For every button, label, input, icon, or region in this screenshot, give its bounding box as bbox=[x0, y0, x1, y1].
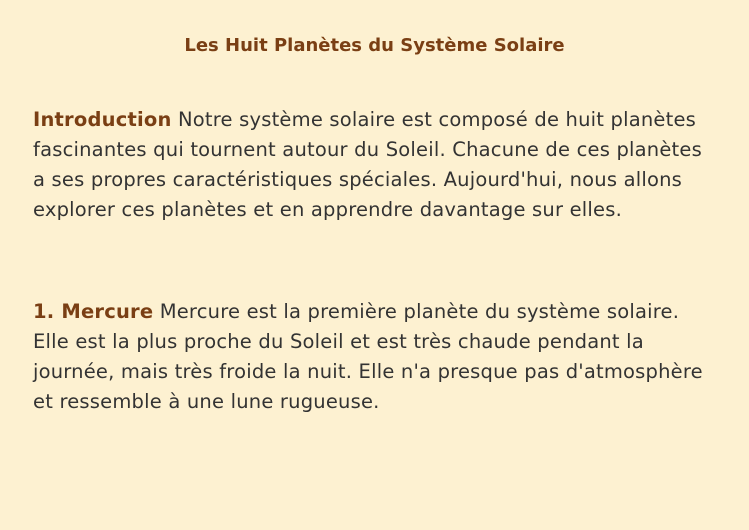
section-mercure bbox=[33, 297, 719, 417]
document-title: Les Huit Planètes du Système Solaire bbox=[184, 35, 565, 56]
section-heading-introduction: Introduction bbox=[33, 108, 172, 131]
section-body-mercure: Mercure est la première planète du système solaire. Elle est la plus proche du Soleil et est très chaude pendant la journée, mais très froide la nuit. Elle n'a presque pas d'atmosphère et ressemble à une lune rugueuse. bbox=[33, 300, 703, 413]
section-heading-mercure: 1. Mercure bbox=[33, 300, 154, 323]
section-body-introduction: Notre système solaire est composé de huit planètes fascinantes qui tournent autour du Soleil. Chacune de ces planètes a ses propres caractéristiques spéciales. Aujourd'hui, nous allons explorer ces planètes et en apprendre davantage sur elles. bbox=[33, 108, 702, 221]
section-introduction bbox=[33, 105, 719, 225]
